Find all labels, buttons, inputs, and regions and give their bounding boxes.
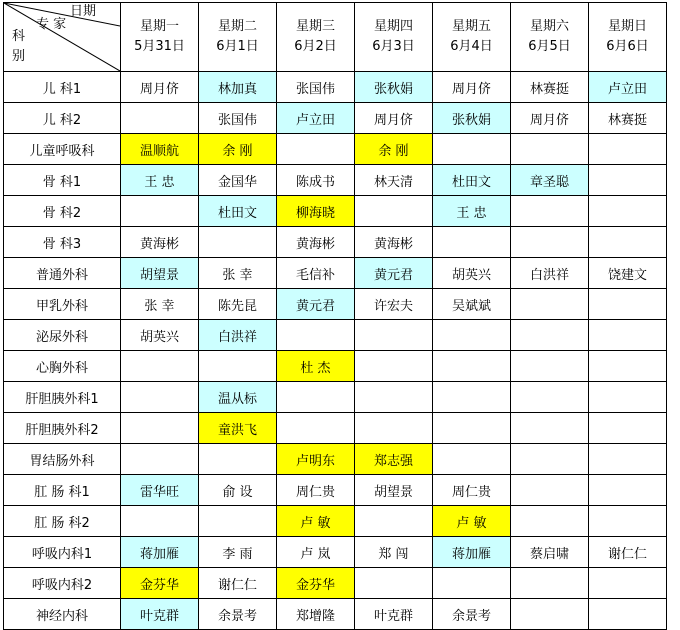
doctor-cell bbox=[589, 134, 667, 165]
day-header-cell bbox=[199, 3, 277, 72]
doctor-cell bbox=[355, 506, 433, 537]
day-date: 6月4日 bbox=[450, 39, 493, 54]
doctor-cell bbox=[121, 351, 199, 382]
table-row bbox=[4, 599, 667, 630]
day-name: 星期六 bbox=[529, 19, 569, 34]
doctor-cell: 张 幸 bbox=[199, 258, 277, 289]
doctor-cell bbox=[589, 568, 667, 599]
day-name: 星期三 bbox=[295, 19, 335, 34]
doctor-cell bbox=[511, 320, 589, 351]
doctor-cell bbox=[121, 413, 199, 444]
doctor-cell bbox=[511, 444, 589, 475]
doctor-cell bbox=[199, 227, 277, 258]
table-row bbox=[4, 413, 667, 444]
doctor-cell bbox=[589, 413, 667, 444]
department-cell: 儿童呼吸科 bbox=[4, 134, 121, 165]
department-cell: 胃结肠外科 bbox=[4, 444, 121, 475]
doctor-cell: 蒋加雁 bbox=[121, 537, 199, 568]
schedule-table bbox=[3, 2, 667, 630]
doctor-cell: 童洪飞 bbox=[199, 413, 277, 444]
doctor-cell bbox=[433, 227, 511, 258]
doctor-cell: 李 雨 bbox=[199, 537, 277, 568]
doctor-cell: 谢仁仁 bbox=[589, 537, 667, 568]
doctor-cell bbox=[199, 444, 277, 475]
doctor-cell: 黄海彬 bbox=[121, 227, 199, 258]
day-name: 星期一 bbox=[139, 19, 179, 34]
doctor-cell: 金芬华 bbox=[121, 568, 199, 599]
doctor-cell bbox=[589, 320, 667, 351]
doctor-cell: 林赛挺 bbox=[589, 103, 667, 134]
doctor-cell: 张 幸 bbox=[121, 289, 199, 320]
doctor-cell: 郑增隆 bbox=[277, 599, 355, 630]
doctor-cell: 毛信补 bbox=[277, 258, 355, 289]
doctor-cell bbox=[589, 196, 667, 227]
doctor-cell bbox=[511, 351, 589, 382]
doctor-cell: 俞 设 bbox=[199, 475, 277, 506]
doctor-cell bbox=[589, 227, 667, 258]
corner-expert-label: 专 家 bbox=[36, 17, 67, 32]
doctor-cell: 谢仁仁 bbox=[199, 568, 277, 599]
table-row bbox=[4, 72, 667, 103]
table-row bbox=[4, 165, 667, 196]
doctor-cell: 卢 敏 bbox=[277, 506, 355, 537]
doctor-cell bbox=[199, 351, 277, 382]
doctor-cell bbox=[433, 413, 511, 444]
doctor-cell: 郑志强 bbox=[355, 444, 433, 475]
doctor-cell: 余景考 bbox=[199, 599, 277, 630]
corner-date-label: 日期 bbox=[70, 4, 97, 19]
doctor-cell: 周月侪 bbox=[433, 72, 511, 103]
doctor-cell: 张秋娟 bbox=[433, 103, 511, 134]
doctor-cell bbox=[277, 134, 355, 165]
header-row bbox=[4, 3, 667, 72]
doctor-cell bbox=[121, 103, 199, 134]
doctor-cell bbox=[589, 506, 667, 537]
day-date: 6月2日 bbox=[294, 39, 337, 54]
day-date: 6月6日 bbox=[606, 39, 649, 54]
doctor-cell bbox=[511, 227, 589, 258]
doctor-cell: 胡英兴 bbox=[433, 258, 511, 289]
day-header-cell bbox=[589, 3, 667, 72]
doctor-cell: 白洪祥 bbox=[511, 258, 589, 289]
day-name: 星期日 bbox=[607, 19, 647, 34]
day-date: 5月31日 bbox=[134, 39, 185, 54]
day-header-cell bbox=[121, 3, 199, 72]
doctor-cell: 黄元君 bbox=[355, 258, 433, 289]
doctor-cell bbox=[433, 351, 511, 382]
doctor-cell: 王 忠 bbox=[121, 165, 199, 196]
doctor-cell bbox=[589, 599, 667, 630]
schedule-body bbox=[4, 3, 667, 630]
doctor-cell: 卢立田 bbox=[589, 72, 667, 103]
table-row bbox=[4, 351, 667, 382]
doctor-cell: 王 忠 bbox=[433, 196, 511, 227]
table-row bbox=[4, 289, 667, 320]
table-row bbox=[4, 537, 667, 568]
doctor-cell: 陈先昆 bbox=[199, 289, 277, 320]
corner-dept-label-1: 科 bbox=[12, 29, 26, 44]
doctor-cell: 温顺航 bbox=[121, 134, 199, 165]
doctor-cell bbox=[199, 506, 277, 537]
doctor-cell: 黄元君 bbox=[277, 289, 355, 320]
day-name: 星期二 bbox=[217, 19, 257, 34]
doctor-cell: 张秋娟 bbox=[355, 72, 433, 103]
department-cell: 普通外科 bbox=[4, 258, 121, 289]
doctor-cell bbox=[355, 382, 433, 413]
day-name: 星期五 bbox=[451, 19, 491, 34]
doctor-cell bbox=[355, 413, 433, 444]
doctor-cell: 杜田文 bbox=[199, 196, 277, 227]
doctor-cell: 余景考 bbox=[433, 599, 511, 630]
doctor-cell: 胡望景 bbox=[121, 258, 199, 289]
doctor-cell: 张国伟 bbox=[199, 103, 277, 134]
doctor-cell: 叶克群 bbox=[355, 599, 433, 630]
department-cell: 呼吸内科1 bbox=[4, 537, 121, 568]
doctor-cell bbox=[355, 568, 433, 599]
table-row bbox=[4, 134, 667, 165]
doctor-cell: 金芬华 bbox=[277, 568, 355, 599]
doctor-cell: 雷华旺 bbox=[121, 475, 199, 506]
doctor-cell: 郑 闯 bbox=[355, 537, 433, 568]
doctor-cell: 吴斌斌 bbox=[433, 289, 511, 320]
corner-dept-label-2: 别 bbox=[12, 49, 26, 64]
doctor-cell bbox=[121, 382, 199, 413]
doctor-cell bbox=[121, 196, 199, 227]
doctor-cell: 温从标 bbox=[199, 382, 277, 413]
table-row bbox=[4, 227, 667, 258]
table-row bbox=[4, 382, 667, 413]
department-cell: 心胸外科 bbox=[4, 351, 121, 382]
table-row bbox=[4, 506, 667, 537]
doctor-cell bbox=[511, 475, 589, 506]
day-header-cell bbox=[433, 3, 511, 72]
doctor-cell: 杜 杰 bbox=[277, 351, 355, 382]
day-date: 6月3日 bbox=[372, 39, 415, 54]
doctor-cell bbox=[433, 444, 511, 475]
doctor-cell: 卢立田 bbox=[277, 103, 355, 134]
doctor-cell: 张国伟 bbox=[277, 72, 355, 103]
doctor-cell bbox=[511, 599, 589, 630]
doctor-cell: 卢 岚 bbox=[277, 537, 355, 568]
doctor-cell: 胡望景 bbox=[355, 475, 433, 506]
department-cell: 肛 肠 科2 bbox=[4, 506, 121, 537]
doctor-cell bbox=[511, 289, 589, 320]
doctor-cell bbox=[589, 351, 667, 382]
department-cell: 儿 科2 bbox=[4, 103, 121, 134]
doctor-cell bbox=[511, 134, 589, 165]
table-row bbox=[4, 475, 667, 506]
doctor-cell bbox=[433, 568, 511, 599]
doctor-cell bbox=[277, 320, 355, 351]
day-header-cell bbox=[277, 3, 355, 72]
doctor-cell bbox=[121, 506, 199, 537]
day-name: 星期四 bbox=[373, 19, 413, 34]
doctor-cell bbox=[589, 444, 667, 475]
doctor-cell: 饶建文 bbox=[589, 258, 667, 289]
doctor-cell: 杜田文 bbox=[433, 165, 511, 196]
doctor-cell: 章圣聪 bbox=[511, 165, 589, 196]
doctor-cell: 周月侪 bbox=[121, 72, 199, 103]
doctor-cell: 卢 敏 bbox=[433, 506, 511, 537]
department-cell: 甲乳外科 bbox=[4, 289, 121, 320]
doctor-cell bbox=[589, 165, 667, 196]
doctor-cell: 余 刚 bbox=[199, 134, 277, 165]
table-row bbox=[4, 568, 667, 599]
department-cell: 肝胆胰外科2 bbox=[4, 413, 121, 444]
doctor-cell: 黄海彬 bbox=[355, 227, 433, 258]
doctor-cell bbox=[433, 134, 511, 165]
day-date: 6月5日 bbox=[528, 39, 571, 54]
table-row bbox=[4, 444, 667, 475]
doctor-cell: 胡英兴 bbox=[121, 320, 199, 351]
department-cell: 呼吸内科2 bbox=[4, 568, 121, 599]
table-row bbox=[4, 258, 667, 289]
day-date: 6月1日 bbox=[216, 39, 259, 54]
doctor-cell: 林天清 bbox=[355, 165, 433, 196]
department-cell: 骨 科3 bbox=[4, 227, 121, 258]
doctor-cell bbox=[433, 320, 511, 351]
doctor-cell bbox=[433, 382, 511, 413]
day-header-cell bbox=[511, 3, 589, 72]
doctor-cell: 周月侪 bbox=[511, 103, 589, 134]
doctor-cell bbox=[511, 196, 589, 227]
department-cell: 肛 肠 科1 bbox=[4, 475, 121, 506]
doctor-cell bbox=[589, 475, 667, 506]
table-row bbox=[4, 196, 667, 227]
doctor-cell: 蒋加雁 bbox=[433, 537, 511, 568]
doctor-cell bbox=[355, 196, 433, 227]
doctor-cell: 白洪祥 bbox=[199, 320, 277, 351]
doctor-cell bbox=[355, 351, 433, 382]
doctor-cell bbox=[277, 382, 355, 413]
doctor-cell bbox=[589, 289, 667, 320]
doctor-cell bbox=[511, 506, 589, 537]
department-cell: 神经内科 bbox=[4, 599, 121, 630]
doctor-cell: 陈成书 bbox=[277, 165, 355, 196]
doctor-cell: 卢明东 bbox=[277, 444, 355, 475]
department-cell: 骨 科1 bbox=[4, 165, 121, 196]
doctor-cell: 许宏夫 bbox=[355, 289, 433, 320]
department-cell: 儿 科1 bbox=[4, 72, 121, 103]
doctor-cell: 周仁贵 bbox=[277, 475, 355, 506]
doctor-cell bbox=[355, 320, 433, 351]
doctor-cell: 周仁贵 bbox=[433, 475, 511, 506]
doctor-cell: 叶克群 bbox=[121, 599, 199, 630]
department-cell: 肝胆胰外科1 bbox=[4, 382, 121, 413]
doctor-cell: 周月侪 bbox=[355, 103, 433, 134]
department-cell: 泌尿外科 bbox=[4, 320, 121, 351]
doctor-cell: 黄海彬 bbox=[277, 227, 355, 258]
department-cell: 骨 科2 bbox=[4, 196, 121, 227]
doctor-cell bbox=[511, 382, 589, 413]
doctor-cell: 金国华 bbox=[199, 165, 277, 196]
doctor-cell: 余 刚 bbox=[355, 134, 433, 165]
table-row bbox=[4, 320, 667, 351]
doctor-cell: 林加真 bbox=[199, 72, 277, 103]
doctor-cell bbox=[589, 382, 667, 413]
doctor-cell: 蔡启啸 bbox=[511, 537, 589, 568]
doctor-cell: 柳海晓 bbox=[277, 196, 355, 227]
doctor-cell: 林赛挺 bbox=[511, 72, 589, 103]
doctor-cell bbox=[277, 413, 355, 444]
doctor-cell bbox=[121, 444, 199, 475]
doctor-cell bbox=[511, 568, 589, 599]
day-header-cell bbox=[355, 3, 433, 72]
corner-header-cell bbox=[4, 3, 121, 72]
table-row bbox=[4, 103, 667, 134]
doctor-cell bbox=[511, 413, 589, 444]
